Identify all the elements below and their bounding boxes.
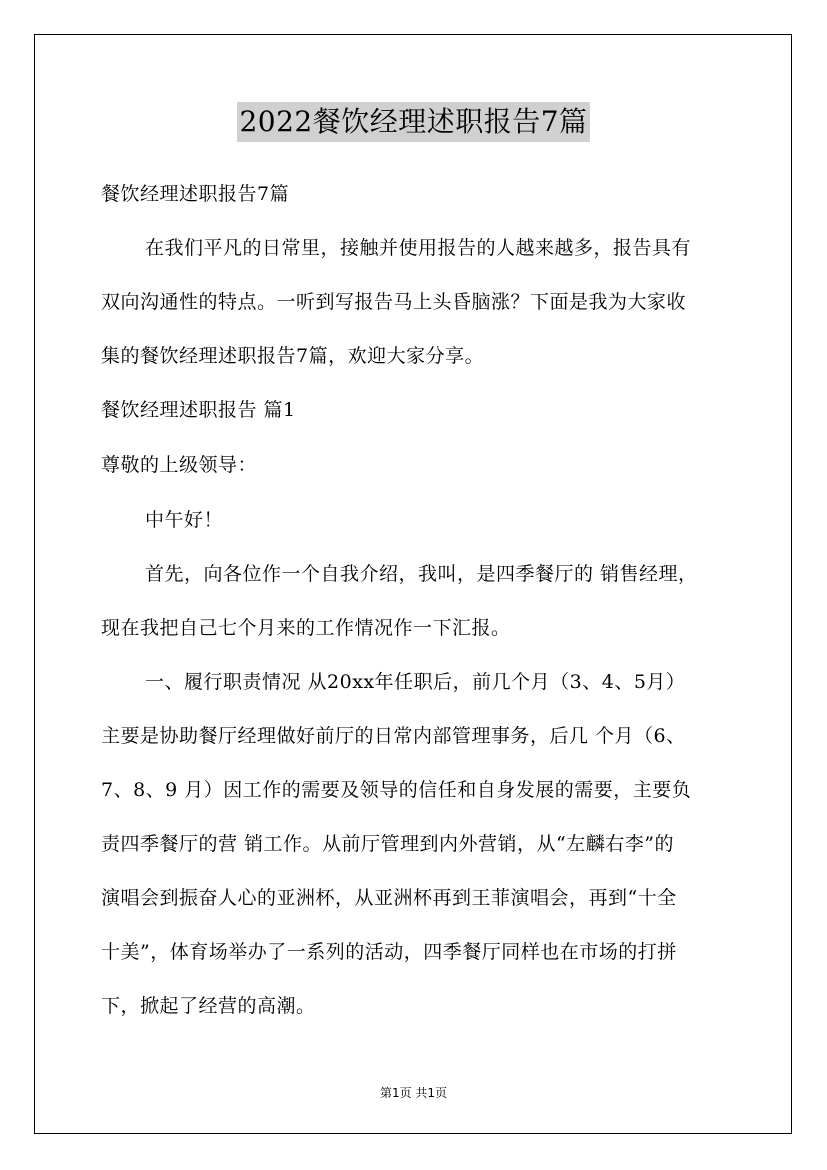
section-heading: 餐饮经理述职报告 篇1: [101, 399, 296, 421]
paragraph-line: 首先，向各位作一个自我介绍，我叫，是四季餐厅的 销售经理，: [145, 563, 698, 585]
document-title: 2022餐饮经理述职报告7篇: [237, 102, 589, 142]
paragraph-line: 在我们平凡的日常里，接触并使用报告的人越来越多，报告具有: [145, 237, 692, 259]
paragraph-line: 责四季餐厅的营 销工作。从前厅管理到内外营销，从“左麟右李”的: [101, 833, 674, 855]
document-title-container: [0, 102, 827, 142]
paragraph-line: 主要是协助餐厅经理做好前厅的日常内部管理事务，后几 个月（6、: [101, 725, 686, 747]
paragraph-line: 双向沟通性的特点。一听到写报告马上头昏脑涨？下面是我为大家收: [101, 291, 687, 313]
paragraph-line: 一、履行职责情况 从20xx年任职后，前几个月（3、4、5月）: [145, 671, 686, 693]
paragraph-line: 集的餐饮经理述职报告7篇，欢迎大家分享。: [101, 345, 485, 367]
paragraph-line: 十美”，体育场举办了一系列的活动，四季餐厅同样也在市场的打拼: [101, 941, 677, 963]
subtitle-line: 餐饮经理述职报告7篇: [101, 183, 290, 205]
paragraph-line: 7、8、9 月）因工作的需要及领导的信任和自身发展的需要，主要负: [101, 779, 692, 801]
salutation-line: 尊敬的上级领导：: [101, 454, 258, 476]
greeting-line: 中午好！: [145, 509, 224, 531]
paragraph-line: 下，掀起了经营的高潮。: [101, 995, 316, 1017]
paragraph-line: 演唱会到振奋人心的亚洲杯，从亚洲杯再到王菲演唱会，再到“十全: [101, 887, 677, 909]
paragraph-line: 现在我把自己七个月来的工作情况作一下汇报。: [101, 617, 511, 639]
page-number-footer: 第1页 共1页: [379, 1086, 448, 1100]
